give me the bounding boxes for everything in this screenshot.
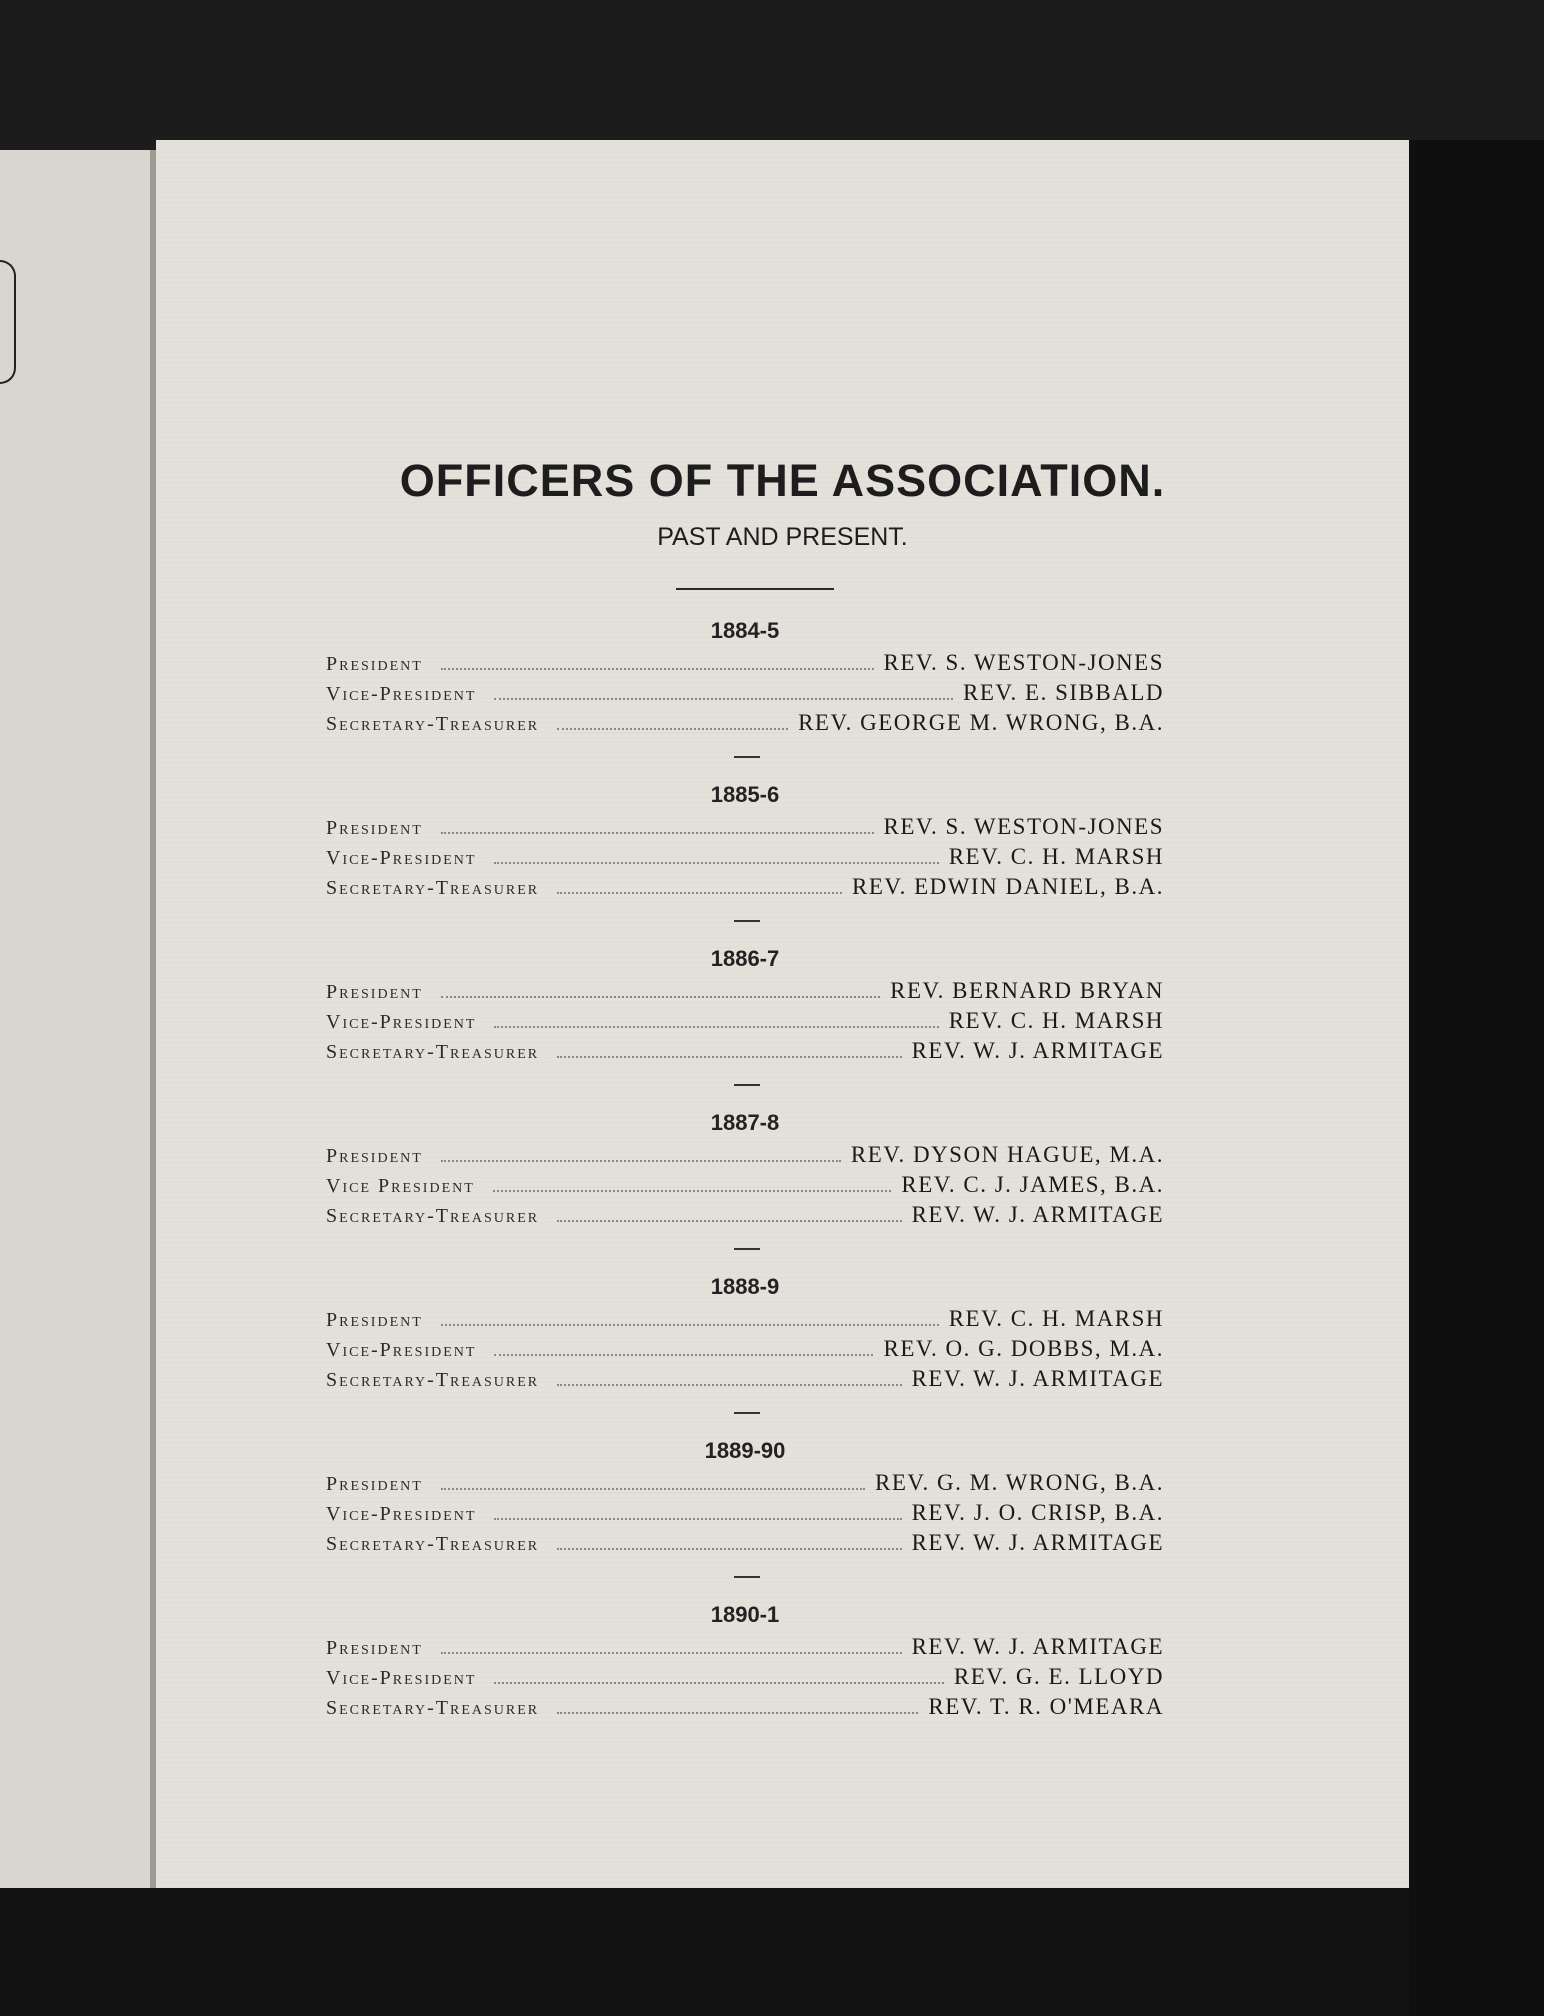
dot-leader [557, 1384, 901, 1386]
officer-name: REV. E. SIBBALD [963, 680, 1164, 705]
dot-leader [441, 832, 874, 834]
facing-page-left [0, 150, 150, 1890]
term-separator [734, 1412, 760, 1414]
officer-name: REV. DYSON HAGUE, M.A. [850, 1142, 1164, 1167]
term-separator [734, 920, 760, 922]
officer-name: REV. O. G. DOBBS, M.A. [883, 1336, 1164, 1361]
officer-name: REV. C. H. MARSH [948, 844, 1164, 869]
dot-leader [494, 1026, 938, 1028]
officer-name: REV. W. J. ARMITAGE [911, 1202, 1164, 1227]
officer-role: President [326, 1309, 423, 1331]
officer-row [326, 1632, 1164, 1662]
dot-leader [441, 1160, 841, 1162]
officer-row [326, 678, 1164, 708]
dot-leader [557, 1548, 901, 1550]
term-block [326, 1438, 1164, 1602]
term-block [326, 1602, 1164, 1766]
term-year: 1887-8 [710, 1110, 780, 1135]
title-rule [676, 588, 834, 590]
term-separator [734, 1576, 760, 1578]
dot-leader [494, 698, 953, 700]
dot-leader [493, 1190, 892, 1192]
term-year: 1885-6 [710, 782, 780, 807]
dot-leader [557, 1712, 918, 1714]
officer-row [326, 1692, 1164, 1722]
officer-role: Vice-President [326, 847, 477, 869]
officer-name: REV. W. J. ARMITAGE [911, 1634, 1164, 1659]
term-block [326, 1110, 1164, 1274]
officer-row [326, 1304, 1164, 1334]
officer-role: President [326, 1473, 423, 1495]
officer-row [326, 976, 1164, 1006]
dot-leader [557, 1220, 901, 1222]
officer-role: Secretary-Treasurer [326, 1369, 540, 1391]
term-block [326, 782, 1164, 946]
officer-role: Secretary-Treasurer [326, 713, 540, 735]
officer-role: President [326, 981, 423, 1003]
officer-name: REV. W. J. ARMITAGE [911, 1038, 1164, 1063]
officer-name: REV. G. E. LLOYD [953, 1664, 1164, 1689]
dot-leader [441, 1324, 939, 1326]
officer-name: REV. EDWIN DANIEL, B.A. [852, 874, 1164, 899]
dot-leader [441, 996, 880, 998]
officer-role: President [326, 1145, 423, 1167]
microfilm-border-top [0, 0, 1544, 150]
officer-role: President [326, 1637, 423, 1659]
officer-role: Vice-President [326, 1011, 477, 1033]
term-year: 1888-9 [710, 1274, 780, 1299]
officer-row [326, 1036, 1164, 1066]
officer-row [326, 872, 1164, 902]
term-separator [734, 756, 760, 758]
term-separator [734, 1084, 760, 1086]
officer-row [326, 708, 1164, 738]
term-year: 1884-5 [710, 618, 780, 643]
officer-role: Vice-President [326, 1503, 477, 1525]
officer-row [326, 812, 1164, 842]
officer-row [326, 1170, 1164, 1200]
microfilm-border-bottom [0, 1888, 1409, 2016]
officer-name: REV. W. J. ARMITAGE [911, 1366, 1164, 1391]
officer-role: Vice-President [326, 1667, 477, 1689]
officer-name: REV. S. WESTON-JONES [883, 650, 1164, 675]
officer-row [326, 1364, 1164, 1394]
officer-role: Secretary-Treasurer [326, 1697, 540, 1719]
officer-name: REV. S. WESTON-JONES [883, 814, 1164, 839]
dot-leader [441, 668, 874, 670]
officer-name: REV. W. J. ARMITAGE [911, 1530, 1164, 1555]
officer-row [326, 1140, 1164, 1170]
dot-leader [494, 1682, 943, 1684]
dot-leader [441, 1652, 902, 1654]
officer-name: REV. GEORGE M. WRONG, B.A. [798, 710, 1164, 735]
officer-role: Vice-President [326, 1339, 477, 1361]
officer-row [326, 1200, 1164, 1230]
officer-name: REV. T. R. O'MEARA [928, 1694, 1164, 1719]
dot-leader [557, 728, 788, 730]
term-year: 1886-7 [710, 946, 780, 971]
officer-row [326, 1498, 1164, 1528]
officer-role: Vice President [326, 1175, 475, 1197]
officer-role: President [326, 653, 423, 675]
officer-role: Secretary-Treasurer [326, 1533, 540, 1555]
officer-role: Secretary-Treasurer [326, 1205, 540, 1227]
dot-leader [494, 862, 938, 864]
officer-name: REV. C. H. MARSH [948, 1008, 1164, 1033]
officer-terms-list [326, 618, 1164, 1766]
officer-role: Secretary-Treasurer [326, 1041, 540, 1063]
term-year: 1890-1 [710, 1602, 780, 1627]
term-separator [734, 1248, 760, 1250]
microfilm-border-right [1409, 140, 1544, 2016]
term-block [326, 618, 1164, 782]
officer-row [326, 1468, 1164, 1498]
officer-role: President [326, 817, 423, 839]
officer-row [326, 1528, 1164, 1558]
officer-name: REV. BERNARD BRYAN [890, 978, 1164, 1003]
dot-leader [441, 1488, 865, 1490]
officer-role: Secretary-Treasurer [326, 877, 540, 899]
officer-name: REV. C. H. MARSH [948, 1306, 1164, 1331]
dot-leader [494, 1518, 901, 1520]
officer-name: REV. J. O. CRISP, B.A. [911, 1500, 1164, 1525]
page-subtitle: PAST AND PRESENT. [657, 523, 908, 551]
officer-row [326, 648, 1164, 678]
dot-leader [557, 1056, 901, 1058]
term-block [326, 1274, 1164, 1438]
officer-row [326, 1662, 1164, 1692]
dot-leader [557, 892, 842, 894]
page-title: OFFICERS OF THE ASSOCIATION. [399, 455, 1166, 506]
officer-name: REV. G. M. WRONG, B.A. [874, 1470, 1164, 1495]
term-year: 1889-90 [704, 1438, 786, 1463]
term-block [326, 946, 1164, 1110]
officer-role: Vice-President [326, 683, 477, 705]
officer-row [326, 842, 1164, 872]
officer-name: REV. C. J. JAMES, B.A. [901, 1172, 1164, 1197]
dot-leader [494, 1354, 873, 1356]
officer-row [326, 1334, 1164, 1364]
officer-row [326, 1006, 1164, 1036]
